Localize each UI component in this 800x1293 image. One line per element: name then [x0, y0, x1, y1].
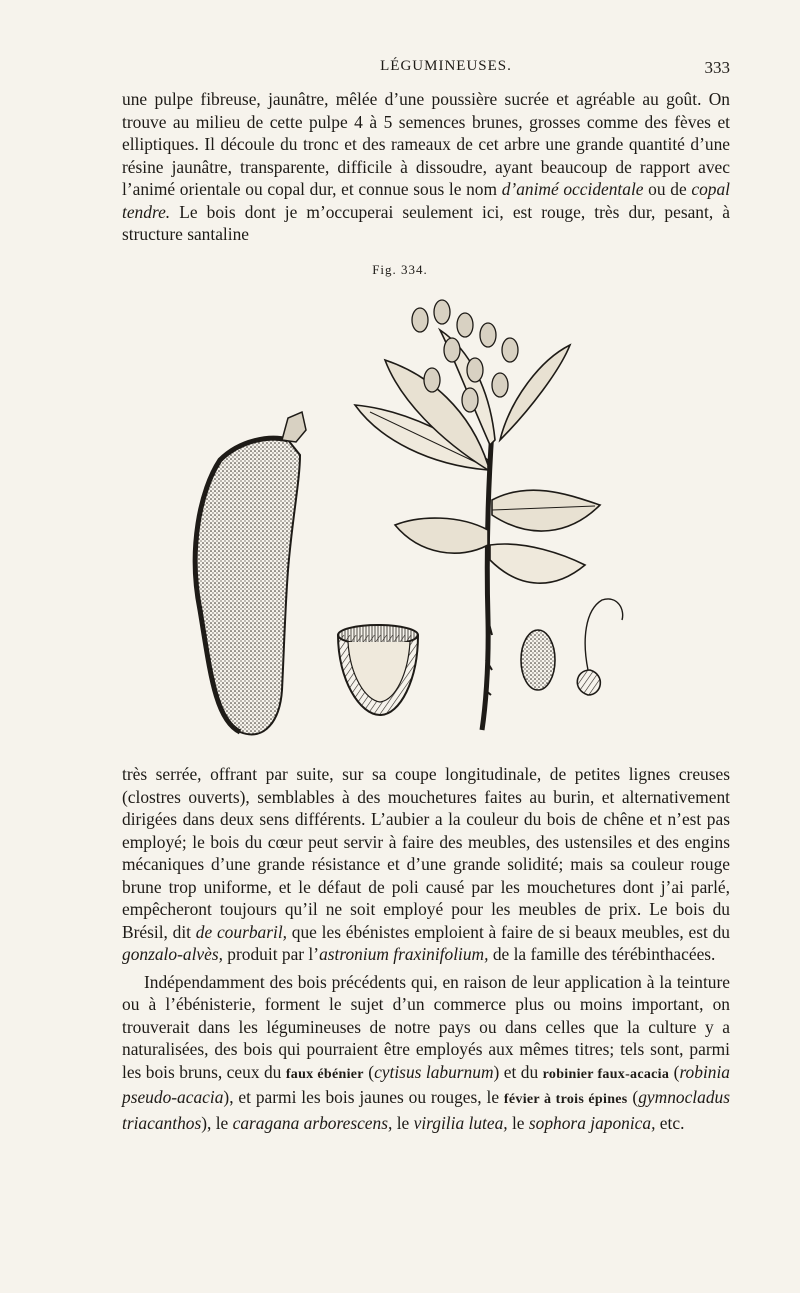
text-run: Indépendamment des bois précédents qui, en raison de leur application à la teinture ou à l’ébénisterie, forment le sujet d’un commerce plus ou moins important, on trouverait dans les légumineuses de notre pays ou dans celles que la culture y a naturalisées, des bois qui pourraient être employés aux mêmes titres; tels sont, parmi les bois bruns, ceux du — [122, 971, 730, 1082]
text-block-bottom — [122, 763, 730, 1134]
text-run: ( — [627, 1087, 639, 1107]
italic-term: d’animé occidentale — [501, 179, 644, 199]
italic-term: astronium fraxinifolium, — [319, 944, 489, 964]
text-run: ( — [669, 1061, 680, 1082]
paragraph-3 — [122, 971, 730, 1135]
italic-term: gymnocladus triacanthos — [122, 1087, 730, 1133]
bold-term: robinier faux-acacia — [542, 1066, 670, 1082]
italic-term: robinia pseudo-acacia — [122, 1061, 731, 1107]
text-run: ), le — [201, 1112, 233, 1133]
flower-detail-drawing — [577, 599, 622, 695]
bold-term: faux ébénier — [285, 1066, 364, 1082]
paragraph-1 — [122, 88, 730, 246]
page-number: 333 — [704, 58, 730, 77]
text-run: produit par l’ — [222, 944, 320, 964]
italic-term: copal tendre. — [122, 179, 730, 222]
text-run: une pulpe fibreuse, jaunâtre, mêlée d’une poussière sucrée et agréable au goût. On trouve au milieu de cette pulpe 4 à 5 semences brunes, grosses comme des fèves et elliptiques. Il découle du tronc et des rameaux de cet arbre une grande quantité d’une résine jaunâtre, transparente, difficile à dissoudre, ayant beaucoup de rapport avec l’animé orientale ou copal dur, et connue sous le nom — [122, 89, 730, 199]
italic-term: gonzalo-alvès, — [122, 944, 223, 964]
text-run: ( — [363, 1061, 375, 1082]
text-run: le — [392, 1112, 414, 1133]
figure-caption: Fig. 334. — [372, 262, 428, 277]
bold-term: févier à trois épines — [503, 1092, 628, 1107]
seed-drawing — [521, 630, 555, 690]
italic-term: caragana arborescens, — [232, 1112, 393, 1133]
italic-term: de courbaril, — [195, 921, 288, 942]
running-head: LÉGUMINEUSES. — [380, 58, 512, 74]
text-run: de la famille des térébinthacées. — [488, 944, 716, 964]
italic-term: virgilia lutea, — [413, 1112, 508, 1133]
text-run: que les ébénistes emploient à faire de si beaux meubles, est du — [287, 921, 731, 942]
cut-pod-section-drawing — [338, 625, 418, 715]
seed-pod-drawing — [195, 412, 306, 734]
text-run: ), et parmi les bois jaunes ou rouges, le — [223, 1087, 504, 1107]
text-run: ) et du — [493, 1061, 543, 1082]
page-header — [122, 58, 730, 82]
botanical-illustration — [170, 290, 640, 740]
text-run: Le bois dont je m’occuperai seulement ici, est rouge, très dur, pesant, à structure santaline — [122, 201, 730, 244]
text-run: très serrée, offrant par suite, sur sa coupe longitudinale, de petites lignes creuses (clostres ouverts), semblables à des mouchetures faites au burin, et alternativement dirigées dans deux sens différents. L’aubier a la couleur du bois de chêne et n’est pas employé; le bois du cœur peut servir à faire des meubles, des ustensiles et des engins mécaniques d’une grande résistance et d’une grande solidité; mais sa couleur rouge brune trop uniforme, et le défaut de poli causé par les mouchetures dont j’ai parlé, empêcheront toujours qu’il ne soit employé pour les meubles de prix. Le bois du Brésil, dit — [122, 764, 730, 942]
italic-term: sophora japonica, — [528, 1112, 656, 1133]
text-run: ou de — [643, 179, 692, 199]
italic-term: cytisus laburnum — [374, 1061, 494, 1082]
text-block-top — [122, 88, 730, 246]
paragraph-2 — [122, 763, 730, 966]
text-run: le — [507, 1112, 529, 1133]
illustration-svg — [170, 290, 640, 740]
text-run: etc. — [655, 1112, 685, 1133]
